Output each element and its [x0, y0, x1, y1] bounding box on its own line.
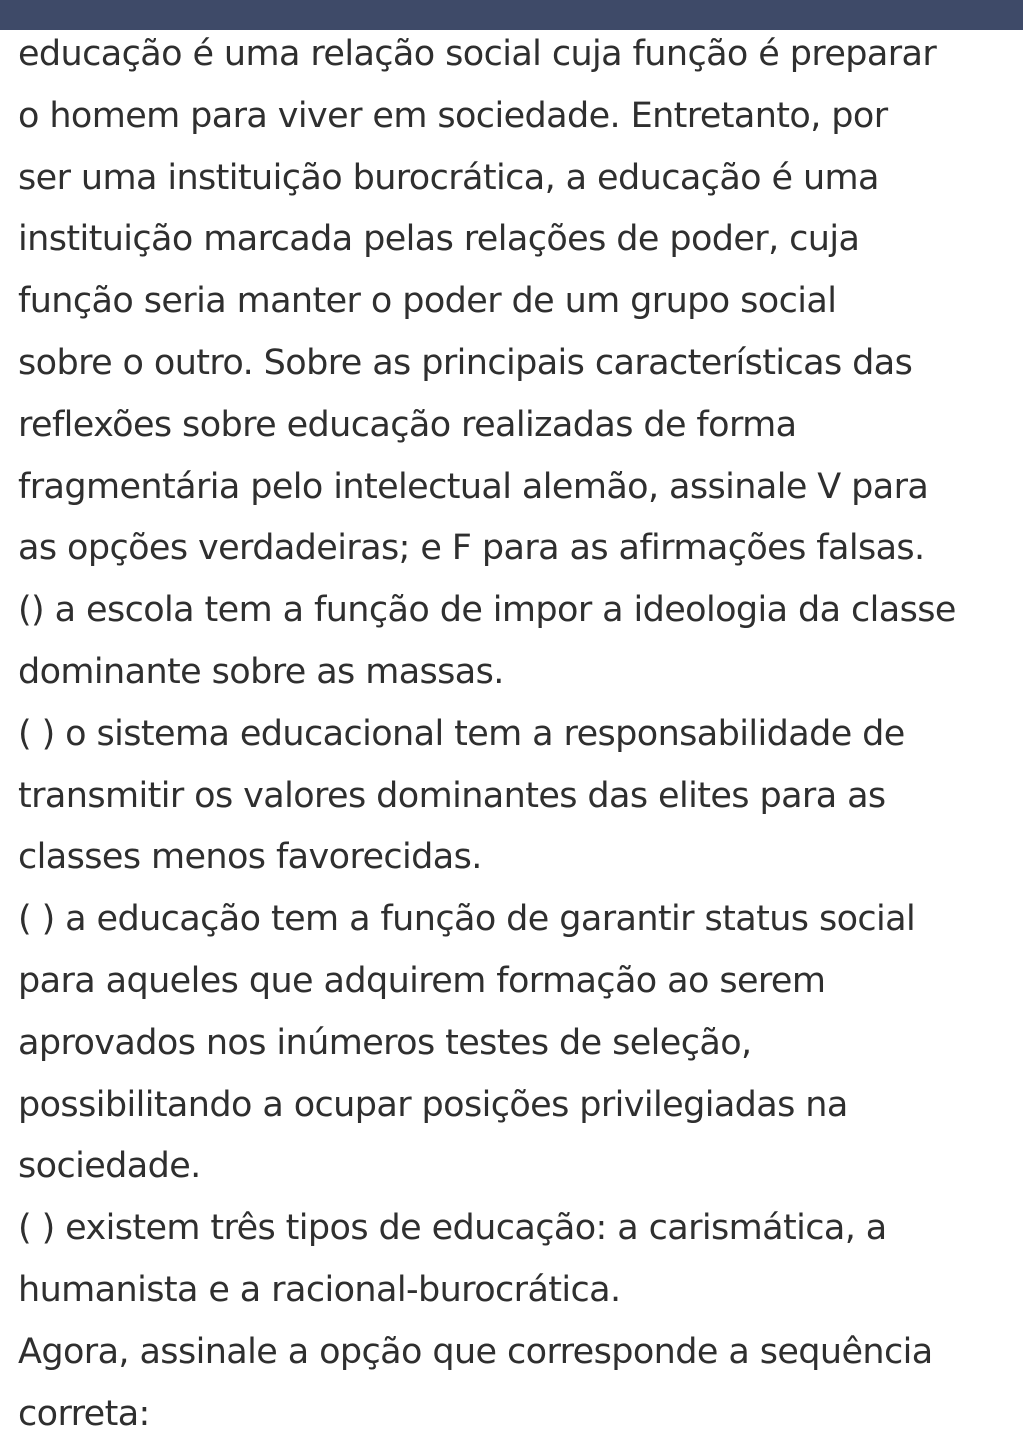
option-line: humanista e a racional-burocrática. — [18, 1269, 621, 1310]
top-bar — [0, 0, 1023, 30]
question-text — [18, 28, 1018, 1449]
option-line: ( ) o sistema educacional tem a responsabilidade de — [18, 713, 905, 754]
option-line: para aqueles que adquirem formação ao serem — [18, 960, 826, 1001]
instruction-line: correta: — [18, 1393, 150, 1434]
option-line: ( ) a educação tem a função de garantir status social — [18, 899, 916, 940]
option-line: () a escola tem a função de impor a ideologia da classe — [18, 590, 956, 631]
option-line: dominante sobre as massas. — [18, 651, 504, 692]
text-line: as opções verdadeiras; e F para as afirmações falsas. — [18, 528, 925, 569]
option-line: possibilitando a ocupar posições privilegiadas na — [18, 1084, 848, 1125]
text-line: sobre o outro. Sobre as principais características das — [18, 342, 913, 383]
text-line: o homem para viver em sociedade. Entretanto, por — [18, 95, 888, 136]
text-line: fragmentária pelo intelectual alemão, assinale V para — [18, 466, 929, 507]
text-line: ser uma instituição burocrática, a educação é uma — [18, 157, 879, 198]
option-line: transmitir os valores dominantes das elites para as — [18, 775, 886, 816]
text-line: reflexões sobre educação realizadas de forma — [18, 404, 797, 445]
option-line: aprovados nos inúmeros testes de seleção, — [18, 1022, 752, 1063]
text-line: instituição marcada pelas relações de poder, cuja — [18, 219, 860, 260]
text-line: educação é uma relação social cuja função é preparar — [18, 34, 937, 74]
option-line: sociedade. — [18, 1146, 201, 1187]
option-line: classes menos favorecidas. — [18, 837, 482, 878]
option-line: ( ) existem três tipos de educação: a carismática, a — [18, 1208, 887, 1249]
instruction-line: Agora, assinale a opção que corresponde a sequência — [18, 1331, 933, 1372]
text-line: função seria manter o poder de um grupo social — [18, 281, 837, 322]
